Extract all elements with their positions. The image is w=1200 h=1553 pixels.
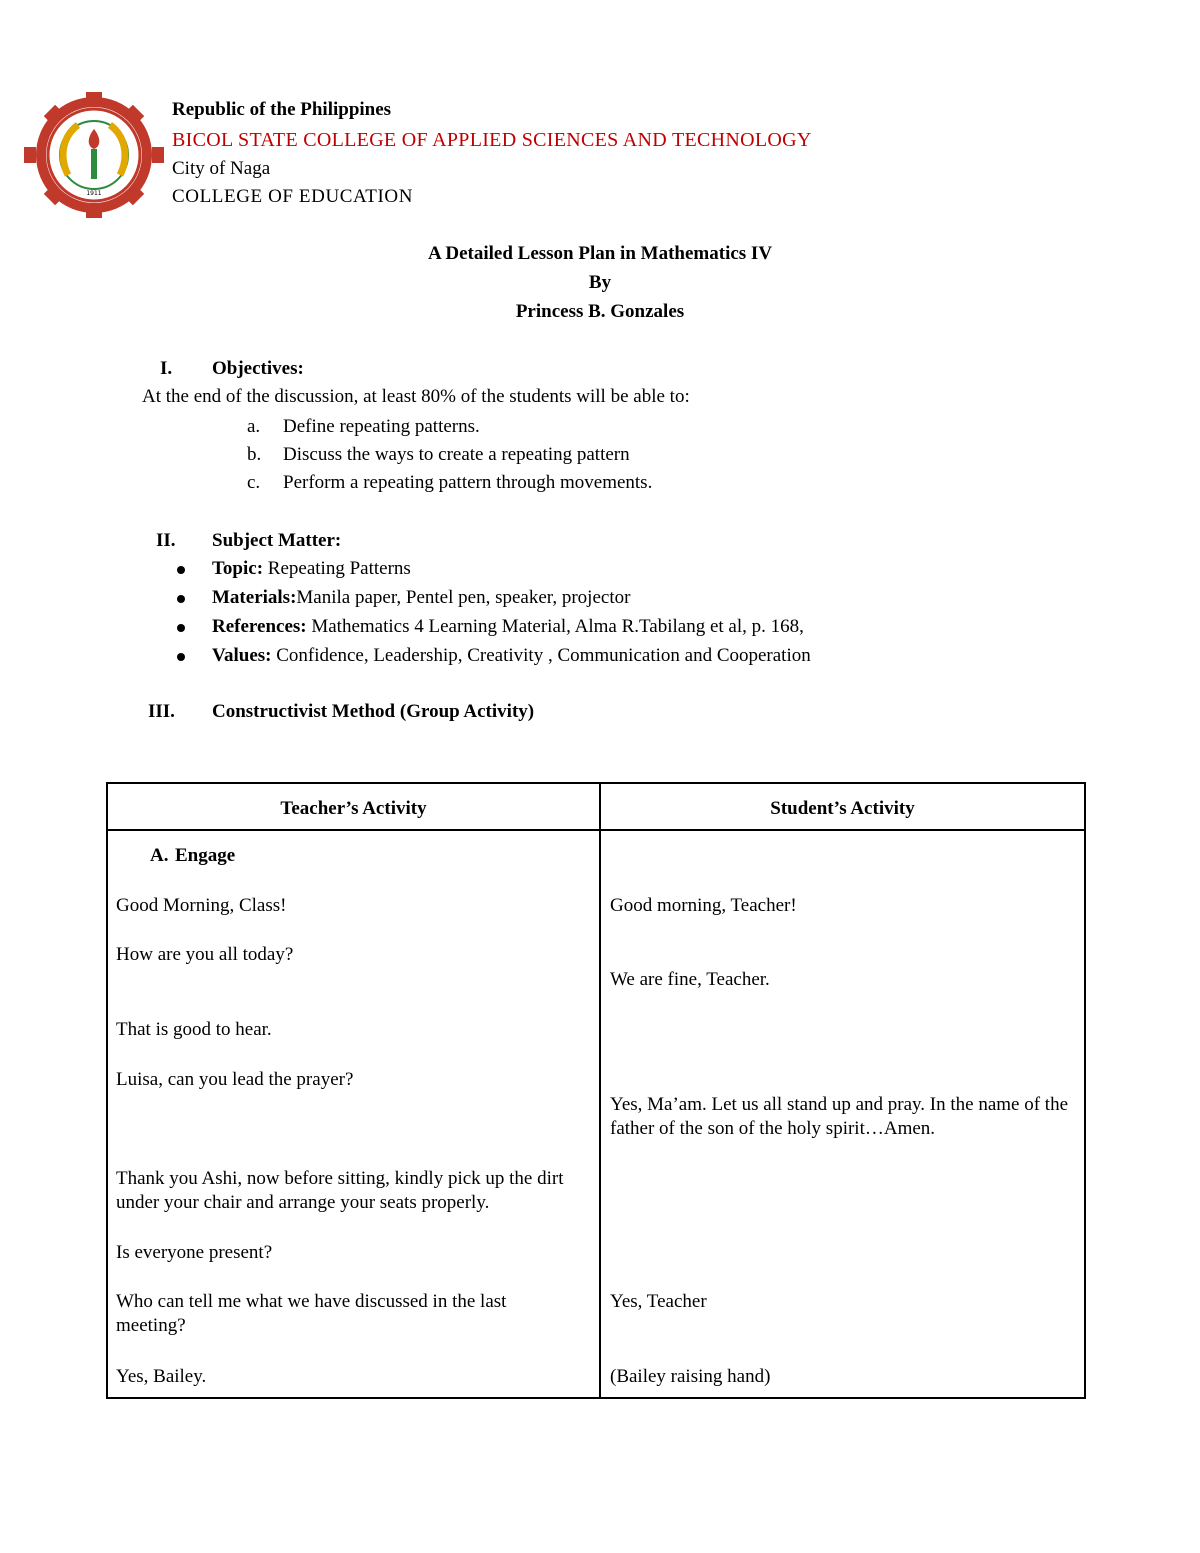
section-heading-method: Constructivist Method (Group Activity) — [212, 701, 535, 722]
engage-heading: Engage — [175, 845, 236, 866]
teacher-line: Is everyone present? — [116, 1242, 273, 1263]
subject-item-values — [212, 645, 811, 667]
subject-value: Manila paper, Pentel pen, speaker, projector — [296, 587, 631, 608]
bullet-icon — [177, 595, 185, 603]
teacher-line: Luisa, can you lead the prayer? — [116, 1069, 354, 1090]
teacher-activity-header: Teacher’s Activity — [280, 798, 427, 819]
title-by: By — [588, 272, 612, 293]
objective-marker: c. — [247, 472, 261, 493]
section-heading-subject-matter: Subject Matter: — [212, 530, 342, 551]
section-heading-objectives: Objectives: — [212, 358, 304, 379]
subject-label: Topic: — [212, 558, 264, 579]
bullet-icon — [177, 653, 185, 661]
subject-value: Mathematics 4 Learning Material, Alma R.Tabilang et al, p. 168, — [306, 616, 804, 637]
teacher-line: Who can tell me what we have discussed in the last meeting? — [116, 1291, 507, 1336]
city-line: City of Naga — [172, 158, 271, 179]
subject-value: Repeating Patterns — [263, 558, 411, 579]
teacher-line: That is good to hear. — [116, 1019, 272, 1040]
republic-line: Republic of the Philippines — [172, 99, 392, 120]
objective-item: Discuss the ways to create a repeating pattern — [283, 444, 630, 465]
subject-label: References: — [212, 616, 307, 637]
subject-item-topic — [212, 558, 411, 580]
table-column-divider — [599, 782, 601, 1399]
objective-marker: a. — [247, 416, 261, 437]
teacher-line: Good Morning, Class! — [116, 895, 287, 916]
section-number-subject-matter: II. — [156, 530, 176, 551]
svg-text:1911: 1911 — [86, 190, 102, 197]
objective-marker: b. — [247, 444, 262, 465]
objective-item: Perform a repeating pattern through movements. — [283, 472, 653, 493]
student-line: Yes, Ma’am. Let us all stand up and pray. In the name of the father of the son of the holy spirit…Amen. — [610, 1094, 1069, 1139]
teacher-line: How are you all today? — [116, 944, 294, 965]
student-line: We are fine, Teacher. — [610, 969, 770, 990]
table-header-divider — [106, 829, 1086, 831]
teacher-line: Yes, Bailey. — [116, 1366, 207, 1387]
engage-marker: A. — [150, 845, 169, 866]
subject-item-materials — [212, 587, 630, 609]
section-number-method: III. — [148, 701, 175, 722]
bullet-icon — [177, 624, 185, 632]
institution-name: BICOL STATE COLLEGE OF APPLIED SCIENCES AND TECHNOLOGY — [172, 129, 812, 151]
subject-label: Values: — [212, 645, 272, 666]
subject-label: Materials: — [212, 587, 297, 608]
objectives-intro: At the end of the discussion, at least 80% of the students will be able to: — [142, 386, 690, 407]
section-number-objectives: I. — [160, 358, 173, 379]
objective-item: Define repeating patterns. — [283, 416, 480, 437]
bullet-icon — [177, 566, 185, 574]
student-activity-header: Student’s Activity — [770, 798, 915, 819]
author-name: Princess B. Gonzales — [515, 301, 685, 322]
college-name: COLLEGE OF EDUCATION — [172, 186, 414, 207]
subject-item-references — [212, 616, 804, 638]
college-seal-logo — [22, 92, 166, 218]
student-line: Good morning, Teacher! — [610, 895, 797, 916]
student-line: Yes, Teacher — [610, 1291, 707, 1312]
student-line: (Bailey raising hand) — [610, 1366, 771, 1387]
teacher-line: Thank you Ashi, now before sitting, kindly pick up the dirt under your chair and arrange your seats properly. — [116, 1168, 564, 1213]
subject-value: Confidence, Leadership, Creativity , Communication and Cooperation — [271, 645, 811, 666]
lesson-plan-title: A Detailed Lesson Plan in Mathematics IV — [427, 243, 773, 264]
